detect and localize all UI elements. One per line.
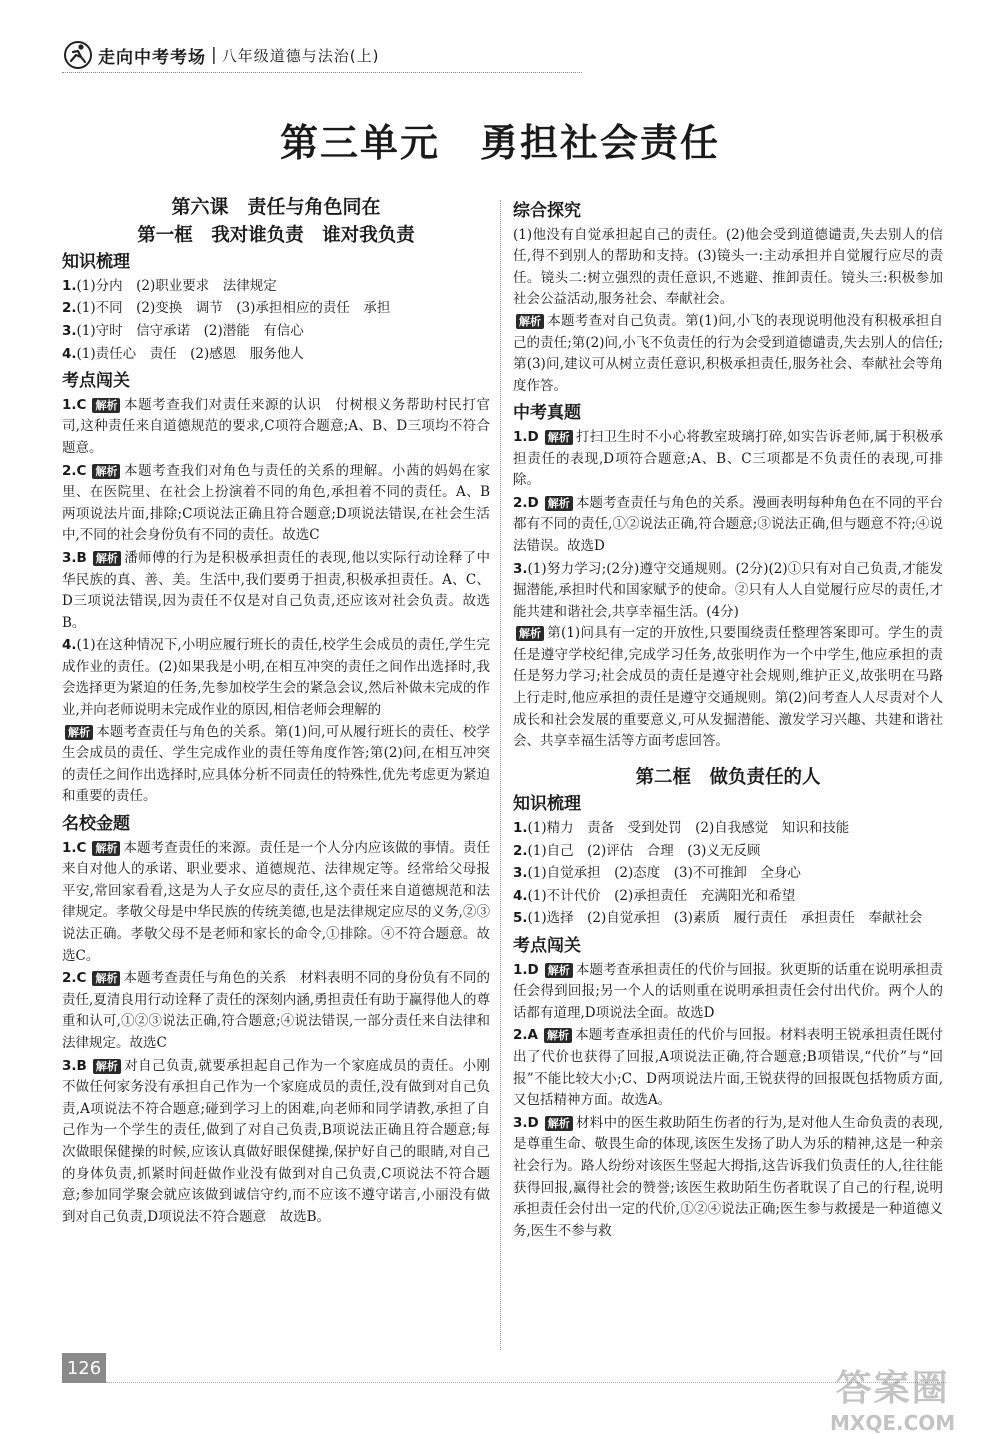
column-divider <box>500 200 501 1350</box>
page-number: 126 <box>62 1353 106 1383</box>
section-title: 知识梳理 <box>62 252 130 273</box>
analysis-tag: 解析 <box>545 963 573 978</box>
right-column <box>513 195 943 1242</box>
answer-item: 2.D 解析 本题考查责任与角色的关系。漫画表明每种角色在不同的平台都有不同的责任,①②说法正确,符合题意;③说法正确,但与题意不符;④说法错误。故选D <box>513 494 943 554</box>
analysis-tag: 解析 <box>92 464 120 479</box>
list-item: 2.(1)自己 (2)评估 合理 (3)义无反顾 <box>513 842 761 859</box>
analysis-paragraph: 解析 本题考查对自己负责。第(1)问,小飞的表现说明他没有积极承担自己的责任;第(2)问,小飞不负责任的行为会受到道德谴责,失去别人的信任;第(3)问,建议可从树立责任意识,积极承担责任,服务社会、奉献社会等角度作答。 <box>513 312 943 394</box>
list-item: 1.(1)精力 责备 受到处罚 (2)自我感觉 知识和技能 <box>513 820 850 837</box>
frame-title: 第一框 我对谁负责 谁对我负责 <box>137 224 415 246</box>
series-brand: 走向中考考场 <box>98 47 206 68</box>
list-item: 2.(1)不同 (2)变换 调节 (3)承担相应的责任 承担 <box>62 300 391 317</box>
left-column <box>62 195 490 1228</box>
analysis-tag: 解析 <box>92 971 120 986</box>
section-title: 中考真题 <box>513 403 581 424</box>
section-title: 综合探究 <box>513 201 581 221</box>
analysis-tag: 解析 <box>93 1059 121 1074</box>
list-item: 4.(1)不计代价 (2)承担责任 充满阳光和希望 <box>513 887 796 904</box>
watermark <box>830 1360 955 1435</box>
analysis-tag: 解析 <box>65 725 93 740</box>
answer-item: 2.A 解析 本题考查承担责任的代价与回报。材料表明王锐承担责任既付出了代价也获得了回报,A项说法正确,符合题意;B项错误,“代价”与“回报”不能比较大小;C、D两项说法片面,王锐获得的回报既包括物质方面,又包括精神方面。故选A。 <box>513 1027 943 1109</box>
analysis-tag: 解析 <box>92 841 120 856</box>
answer-item: 1.C 解析 本题考查我们对责任来源的认识 付树根义务帮助村民打官司,这种责任来自道德规范的要求,C项符合题意;A、B、D三项均不符合题意。 <box>62 396 490 456</box>
header-separator: | <box>211 45 217 65</box>
book-subject: 八年级道德与法治(上) <box>221 46 380 65</box>
analysis-tag: 解析 <box>93 551 121 566</box>
section-title: 名校金题 <box>62 814 130 835</box>
runner-logo-icon <box>62 40 94 70</box>
analysis-tag: 解析 <box>516 314 544 329</box>
list-item: 3.(1)守时 信守承诺 (2)潜能 有信心 <box>62 322 304 339</box>
analysis-tag: 解析 <box>545 430 573 445</box>
answer-item: 3.D 解析 材料中的医生救助陌生伤者的行为,是对他人生命负责的表现,是尊重生命、敬畏生命的体现,该医生发扬了助人为乐的精神,这是一种亲社会行为。路人纷纷对该医生竖起大拇指,这告诉我们负责任的人,往往能获得回报,赢得社会的赞誉;该医生救助陌生伤者耽误了自己的行程,说明承担责任会付出一定的代价,①②④说法正确;医生参与救援是一种道德义务,医生不参与救 <box>513 1114 943 1239</box>
answer-item: 3.B 解析 潘师傅的行为是积极承担责任的表现,他以实际行动诠释了中华民族的真、善、美。生活中,我们要勇于担责,积极承担责任。A、C、D三项说法错误,因为责任不仅是对自己负责,还应该对社会负责。故选B。 <box>62 549 490 631</box>
section-title: 考点闯关 <box>62 371 130 392</box>
answer-item: 2.C 解析 本题考查责任与角色的关系 材料表明不同的身份负有不同的责任,夏清良用行动诠释了责任的深刻内涵,勇担责任有助于赢得他人的尊重和认可,①②③说法正确,符合题意;④说法错误,一部分责任来自法律和法律规定。故选C <box>62 970 490 1051</box>
analysis-tag: 解析 <box>92 398 120 413</box>
answer-item: 2.C 解析 本题考查我们对角色与责任的关系的理解。小茜的妈妈在家里、在医院里、在社会上扮演着不同的角色,承担着不同的责任。A、B两项说法片面,排除;C项说法正确且符合题意;D项说法错误,在社会生活中,不同的社会身份负有不同的责任。故选C <box>62 462 490 544</box>
answer-item: 4.(1)在这种情况下,小明应履行班长的责任,校学生会成员的责任,学生完成作业的责任。(2)如果我是小明,在相互冲突的责任之间作出选择时,我会选择更为紧迫的任务,先参加校学生会的紧急会议,然后补做未完成的作业,并向老师说明未完成作业的原因,相信老师会理解的 <box>62 637 490 719</box>
frame-title: 第二框 做负责任的人 <box>635 766 821 788</box>
answer-item: 1.D 解析 打扫卫生时不小心将教室玻璃打碎,如实告诉老师,属于积极承担责任的表现,D项符合题意;A、B、C三项都是不负责任的表现,可排除。 <box>513 428 943 489</box>
answer-item: 1.D 解析 本题考查承担责任的代价与回报。狄更斯的话重在说明承担责任会得到回报;另一个人的话则重在说明承担责任会付出代价。两个人的话都有道理,D项说法全面。故选D <box>513 961 943 1021</box>
analysis-tag: 解析 <box>545 496 573 511</box>
lesson-title: 第六课 责任与角色同在 <box>171 196 381 218</box>
section-title: 知识梳理 <box>513 794 581 815</box>
list-item: 4.(1)责任心 责任 (2)感恩 服务他人 <box>62 345 304 362</box>
analysis-paragraph: 解析 本题考查责任与角色的关系。第(1)问,可从履行班长的责任、校学生会成员的责任、学生完成作业的责任等角度作答;第(2)问,在相互冲突的责任之间作出选择时,应具体分析不同责任的特殊性,优先考虑更为紧迫和重要的责任。 <box>62 723 490 805</box>
footer-rule <box>106 1382 946 1383</box>
answer-item: 3.(1)努力学习;(2分)遵守交通规则。(2分)(2)①只有对自己负责,才能发掘潜能,承担时代和国家赋予的使命。②只有人人自觉履行应尽的责任,才能共建和谐社会,共享幸福生活。(4分) <box>513 560 943 620</box>
analysis-tag: 解析 <box>516 626 544 641</box>
answer-item: 1.C 解析 本题考查责任的来源。责任是一个人分内应该做的事情。责任来自对他人的承诺、职业要求、道德规范、法律规定等。经常给父母报平安,常回家看看,这是为人子女应尽的责任,这个责任来自道德规范和法律规定。孝敬父母是中华民族的传统美德,也是法律规定应尽的义务,②③说法正确。孝敬父母不是老师和家长的命令,①排除。④不符合题意。故选C。 <box>62 839 490 964</box>
watermark-logo: 答案圈 <box>835 1368 950 1409</box>
answer-paragraph: (1)他没有自觉承担起自己的责任。(2)他会受到道德谴责,失去别人的信任,得不到别人的帮助和支持。(3)镜头一:主动承担并自觉履行应尽的责任。镜头二:树立强烈的责任意识,不逃避、推卸责任。镜头三:积极参加社会公益活动,服务社会、奉献社会。 <box>513 226 943 308</box>
analysis-tag: 解析 <box>545 1116 573 1131</box>
unit-title: 第三单元 勇担社会责任 <box>279 121 720 165</box>
list-item: 3.(1)自觉承担 (2)态度 (3)不可推卸 全身心 <box>513 865 801 882</box>
answer-item: 3.B 解析 对自己负责,就要承担起自己作为一个家庭成员的责任。小刚不做任何家务没有承担自己作为一个家庭成员的责任,没有做到对自己负责,A项说法不符合题意;碰到学习上的困难,向老师和同学请教,承担了自己作为一个学生的责任,做到了对自己负责,B项说法正确且符合题意;每次做眼保健操的时候,应该认真做好眼保健操,保护好自己的眼睛,对自己的身体负责,抓紧时间赶做作业没有做到对自己负责,C项说法不符合题意;参加同学聚会就应该做到诚信守约,而不应该不遵守诺言,小丽没有做到对自己负责,D项说法不符合题意 故选B。 <box>62 1057 490 1225</box>
list-item: 5.(1)选择 (2)自觉承担 (3)素质 履行责任 承担责任 奉献社会 <box>513 910 923 927</box>
analysis-paragraph: 解析 第(1)问具有一定的开放性,只要围绕责任整理答案即可。学生的责任是遵守学校纪律,完成学习任务,故张明作为一个中学生,他应承担的责任是努力学习;社会成员的责任是遵守社会规则,维护正义,故张明在马路上行走时,他应承担的责任是遵守交通规则。第(2)问考查人人尽责对个人成长和社会发展的重要意义,可从发掘潜能、激发学习兴趣、共建和谐社会、共享幸福生活等方面考虑回答。 <box>513 625 943 750</box>
running-header <box>62 38 379 72</box>
section-title: 考点闯关 <box>513 936 581 956</box>
watermark-url: MXQE.COM <box>830 1411 956 1435</box>
header-rule <box>62 72 582 73</box>
list-item: 1.(1)分内 (2)职业要求 法律规定 <box>62 277 277 294</box>
analysis-tag: 解析 <box>544 1028 572 1043</box>
